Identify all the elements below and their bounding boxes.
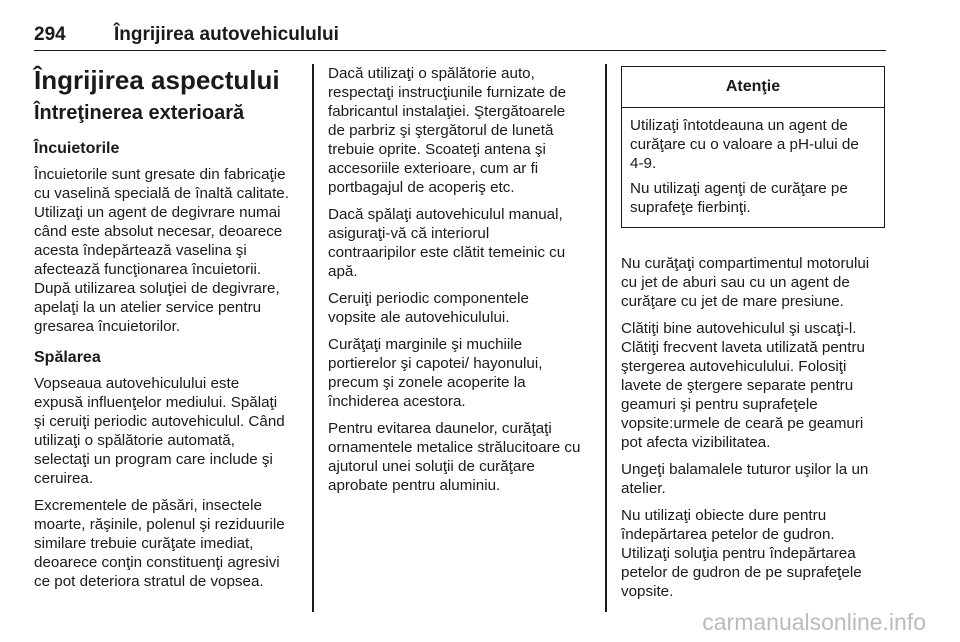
paragraph: Ungeţi balamalele tuturor uşilor la un atelier. [621,461,869,497]
page-number: 294 [34,24,66,45]
column-left [34,64,306,599]
paragraph: Nu curăţaţi compartimentul motorului cu jet de aburi sau cu un agent de curăţare cu jet de mare presiune. [621,255,870,310]
paragraph: Dacă spălaţi autovehiculul manual, asiguraţi-vă că interiorul contraaripilor este clătit temeinic cu apă. [328,206,566,280]
column-divider [312,64,314,612]
heading-locks: Încuietorile [34,140,120,157]
paragraph: Clătiţi bine autovehiculul şi uscaţi-l. Clătiţi frecvent laveta utilizată pentru ştergerea autovehiculului. Folosiţi lavete de ştergere separate pentru geamuri şi pentru suprafeţele vopsite:urmele de ceară pe geamuri pot afecta vizibilitatea. [621,320,865,451]
paragraph: Excrementele de păsări, insectele moarte, răşinile, polenul şi reziduurile similare trebuie curăţate imediat, deoarece conţin constituenţi agresivi ce pot deteriora stratul de vopsea. [34,497,285,590]
notice-title: Atenţie [622,67,884,108]
column-right [621,254,889,609]
paragraph: Pentru evitarea daunelor, curăţaţi ornamentele metalice strălucitoare cu ajutorul unei soluţii de curăţare aprobate pentru aluminiu. [328,420,581,494]
paragraph: Vopseaua autovehiculului este expusă influenţelor mediului. Spălaţi şi ceruiţi periodic autovehiculul. Când utilizaţi o spălătorie automată, selectaţi un program care include şi ceruirea. [34,375,285,487]
section-title: Întreţinerea exterioară [34,102,245,124]
paragraph: Nu utilizaţi obiecte dure pentru îndepărtarea petelor de gudron. Utilizaţi soluţia pentru îndepărtarea petelor de gudron de pe suprafeţele vopsite. [621,507,862,600]
paragraph: Încuietorile sunt gresate din fabricaţie cu vaselină specială de înaltă calitate. Utilizaţi un agent de degivrare numai când este absolut necesar, deoarece acesta îndepărtează vaselina şi afectează funcţionarea încuietorii. După utilizarea soluţiei de degivrare, apelaţi la un atelier service pentru gresarea încuietorilor. [34,166,289,335]
paragraph: Curăţaţi marginile şi muchiile portierelor şi capotei/ hayonului, precum şi zonele acoperite la închiderea acestora. [328,336,543,410]
notice-body [622,108,884,227]
chapter-title: Îngrijirea autovehiculului [114,24,339,45]
watermark: carmanualsonline.info [702,609,926,635]
notice-box [621,66,885,228]
notice-paragraph: Nu utilizaţi agenţi de curăţare pe suprafeţe fierbinţi. [630,180,848,216]
column-divider [605,64,607,612]
page-header [34,24,886,51]
notice-paragraph: Utilizaţi întotdeauna un agent de curăţare cu o valoare a pH-ului de 4-9. [630,117,859,172]
heading-washing: Spălarea [34,349,101,366]
column-middle [328,64,596,503]
page-title: Îngrijirea aspectului [34,65,280,95]
paragraph: Ceruiţi periodic componentele vopsite ale autovehiculului. [328,290,529,326]
paragraph: Dacă utilizaţi o spălătorie auto, respectaţi instrucţiunile furnizate de fabricantul instalaţiei. Ştergătoarele de parbriz şi ştergătorul de lunetă trebuie oprite. Scoateţi antena şi accesoriile exterioare, cum ar fi portbagajul de acoperiş etc. [328,65,567,196]
